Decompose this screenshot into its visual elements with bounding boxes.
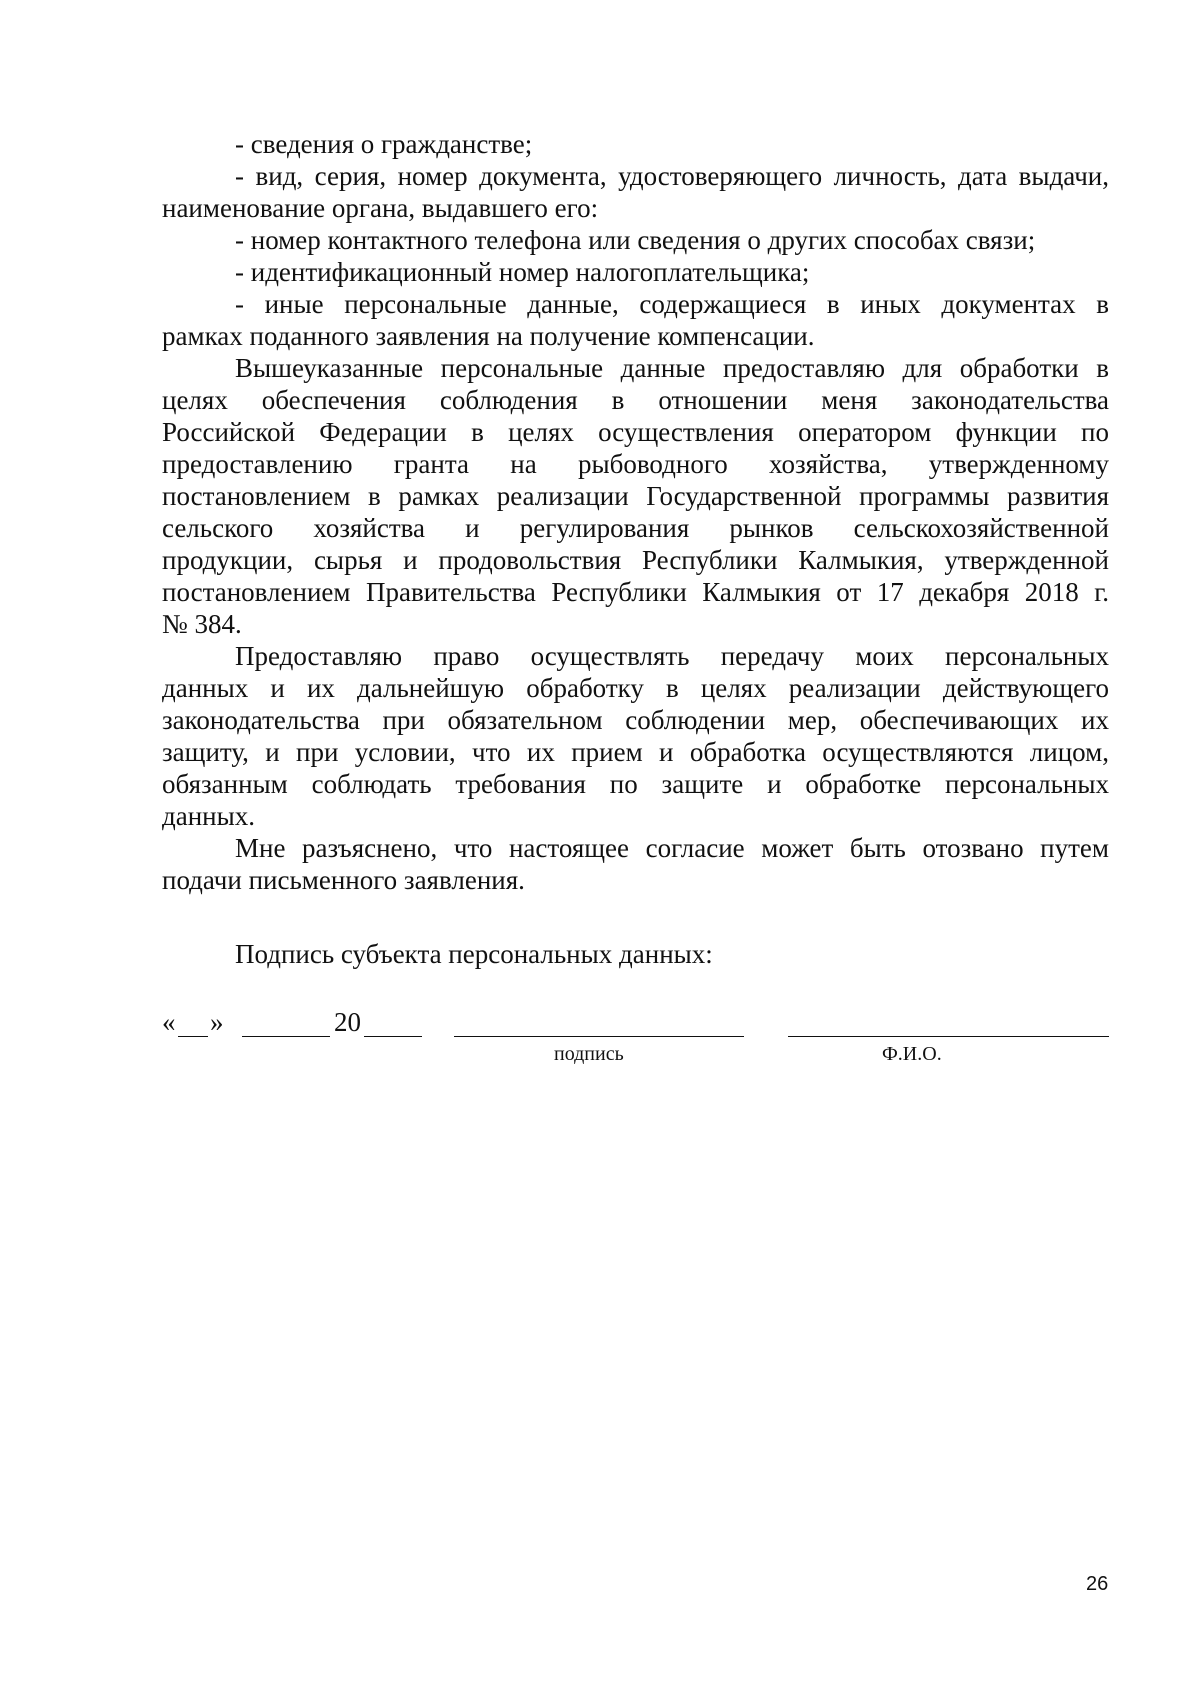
- text-line: - вид, серия, номер документа, удостоверяющего личность, дата выдачи,: [235, 161, 1109, 191]
- text-line: сельского хозяйства и регулирования рынков сельскохозяйственной: [162, 513, 1109, 543]
- year-prefix: 20: [334, 1007, 361, 1037]
- text-line: постановлением в рамках реализации Государственной программы развития: [162, 481, 1109, 511]
- page-number: 26: [1086, 1573, 1109, 1595]
- document-body: [162, 128, 1109, 896]
- text-line: продукции, сырья и продовольствия Республики Калмыкия, утвержденной: [162, 545, 1109, 575]
- text-line: наименование органа, выдавшего его:: [162, 193, 599, 223]
- text-line: Предоставляю право осуществлять передачу моих персональных: [235, 641, 1109, 671]
- text-line: защиту, и при условии, что их прием и обработка осуществляются лицом,: [162, 737, 1109, 767]
- text-line: Вышеуказанные персональные данные предоставляю для обработки в: [235, 353, 1109, 383]
- signature-row: [162, 1006, 1109, 1042]
- signature-blank: [454, 1006, 744, 1037]
- text-line: обязанным соблюдать требования по защите и обработке персональных: [162, 769, 1109, 799]
- text-line: - иные персональные данные, содержащиеся в иных документах в: [235, 289, 1109, 319]
- signature-caption: подпись: [554, 1043, 624, 1065]
- name-caption: Ф.И.О.: [882, 1043, 942, 1065]
- text-line: - номер контактного телефона или сведения о других способах связи;: [235, 225, 1036, 255]
- date-open-quote: «: [162, 1007, 176, 1037]
- name-blank: [788, 1006, 1109, 1037]
- text-line: постановлением Правительства Республики Калмыкия от 17 декабря 2018 г.: [162, 577, 1109, 607]
- year-blank: [364, 1006, 422, 1037]
- text-line: подачи письменного заявления.: [162, 865, 525, 895]
- text-line: Российской Федерации в целях осуществления оператором функции по: [162, 417, 1109, 447]
- date-close-quote: »: [210, 1007, 224, 1037]
- text-line: рамках поданного заявления на получение компенсации.: [162, 321, 815, 351]
- text-line: предоставлению гранта на рыбоводного хозяйства, утвержденному: [162, 449, 1109, 479]
- day-blank: [178, 1006, 208, 1037]
- signature-title: Подпись субъекта персональных данных:: [235, 939, 713, 969]
- text-line: Мне разъяснено, что настоящее согласие может быть отозвано путем: [235, 833, 1109, 863]
- text-line: № 384.: [162, 609, 242, 639]
- text-line: данных.: [162, 801, 256, 831]
- text-line: - идентификационный номер налогоплательщика;: [235, 257, 810, 287]
- text-line: целях обеспечения соблюдения в отношении меня законодательства: [162, 385, 1109, 415]
- month-blank: [242, 1006, 330, 1037]
- text-line: законодательства при обязательном соблюдении мер, обеспечивающих их: [162, 705, 1109, 735]
- text-line: данных и их дальнейшую обработку в целях реализации действующего: [162, 673, 1109, 703]
- text-line: - сведения о гражданстве;: [235, 129, 533, 159]
